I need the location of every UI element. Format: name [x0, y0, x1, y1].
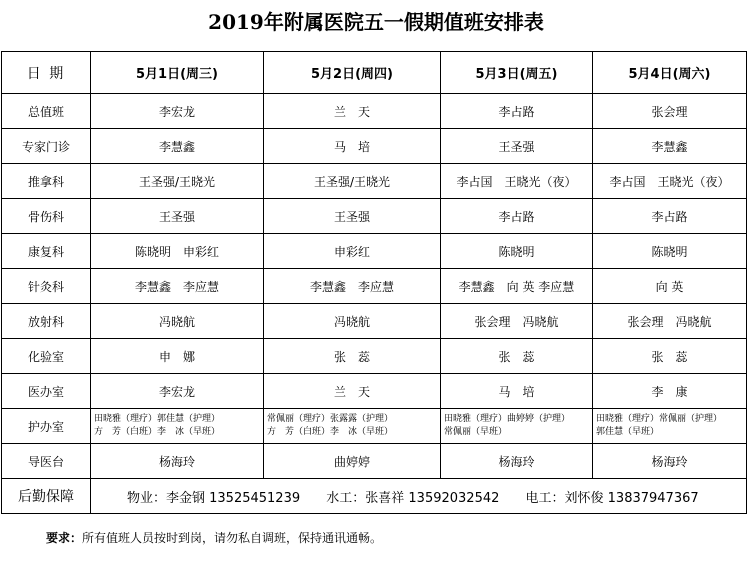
duty-cell: 李 康: [593, 374, 747, 409]
duty-cell: 李慧鑫: [593, 129, 747, 164]
duty-cell: 李慧鑫 李应慧: [91, 269, 264, 304]
day-header: 5月2日(周四): [264, 52, 441, 94]
duty-line: 方 芳（白班）李 冰（早班）: [267, 427, 394, 437]
duty-line: 郭佳慧（早班）: [596, 427, 660, 437]
duty-cell: 王圣强: [91, 199, 264, 234]
duty-cell: 兰 天: [264, 94, 441, 129]
duty-cell: 李慧鑫: [91, 129, 264, 164]
duty-line: 田晓雅（理疗）常佩丽（护理）: [596, 414, 723, 424]
header-row: [2, 52, 747, 94]
duty-cell: 马 培: [264, 129, 441, 164]
table-row: [2, 444, 747, 479]
table-row: [2, 234, 747, 269]
duty-cell: 李占路: [593, 199, 747, 234]
dept-cell: 医办室: [2, 374, 91, 409]
duty-cell: [264, 409, 441, 444]
duty-line: 田晓雅（理疗）郭佳慧（护理）: [94, 414, 221, 424]
duty-cell: 李慧鑫 向 英 李应慧: [441, 269, 593, 304]
duty-cell: 陈晓明: [593, 234, 747, 269]
table-row: [2, 199, 747, 234]
dept-cell: 针灸科: [2, 269, 91, 304]
contact-electric: 电工：刘怀俊 13837947367: [525, 490, 699, 506]
day-header: 5月3日(周五): [441, 52, 593, 94]
duty-cell: 王圣强: [441, 129, 593, 164]
duty-cell: 马 培: [441, 374, 593, 409]
duty-cell: 李占路: [441, 94, 593, 129]
duty-cell: 申 娜: [91, 339, 264, 374]
date-header: 日 期: [2, 52, 91, 94]
duty-cell: 王圣强/王晓光: [91, 164, 264, 199]
requirement-note: [46, 529, 382, 546]
duty-cell: 王圣强/王晓光: [264, 164, 441, 199]
duty-cell: 王圣强: [264, 199, 441, 234]
logistics-row: [2, 479, 747, 514]
dept-cell: 化验室: [2, 339, 91, 374]
duty-cell: 曲婷婷: [264, 444, 441, 479]
dept-cell: 骨伤科: [2, 199, 91, 234]
duty-cell: [593, 409, 747, 444]
table-row: [2, 374, 747, 409]
note-text: 所有值班人员按时到岗，请勿私自调班，保持通讯通畅。: [82, 531, 383, 545]
dept-cell: 放射科: [2, 304, 91, 339]
dept-cell: 导医台: [2, 444, 91, 479]
duty-cell: 向 英: [593, 269, 747, 304]
table-row: [2, 269, 747, 304]
duty-cell: 张 蕊: [264, 339, 441, 374]
day-header: 5月4日(周六): [593, 52, 747, 94]
dept-cell: 护办室: [2, 409, 91, 444]
table-row: [2, 409, 747, 444]
duty-cell: 李占国 王晓光（夜）: [593, 164, 747, 199]
dept-cell: 康复科: [2, 234, 91, 269]
dept-cell: 总值班: [2, 94, 91, 129]
duty-cell: 杨海玲: [593, 444, 747, 479]
duty-cell: 张会理 冯晓航: [593, 304, 747, 339]
duty-cell: 张 蕊: [441, 339, 593, 374]
duty-cell: [441, 409, 593, 444]
duty-cell: [91, 409, 264, 444]
duty-cell: 兰 天: [264, 374, 441, 409]
duty-cell: 李占国 王晓光（夜）: [441, 164, 593, 199]
day-header: 5月1日(周三): [91, 52, 264, 94]
duty-line: 常佩丽（理疗）张露露（护理）: [267, 414, 394, 424]
duty-cell: 李宏龙: [91, 374, 264, 409]
table-row: [2, 339, 747, 374]
logistics-label: 后勤保障: [2, 479, 91, 514]
duty-line: 田晓雅（理疗）曲婷婷（护理）: [444, 414, 571, 424]
duty-cell: 陈晓明: [441, 234, 593, 269]
duty-cell: 张 蕊: [593, 339, 747, 374]
duty-cell: 李宏龙: [91, 94, 264, 129]
logistics-contacts: [91, 479, 747, 514]
schedule-table: [1, 51, 747, 514]
note-label: 要求：: [46, 531, 83, 545]
contact-water: 水工：张喜祥 13592032542: [326, 490, 500, 506]
contact-property: 物业：李金钢 13525451239: [127, 490, 301, 506]
table-row: [2, 304, 747, 339]
duty-line: 常佩丽（早班）: [444, 427, 508, 437]
duty-cell: 杨海玲: [91, 444, 264, 479]
duty-cell: 李占路: [441, 199, 593, 234]
dept-cell: 专家门诊: [2, 129, 91, 164]
duty-cell: 冯晓航: [264, 304, 441, 339]
duty-line: 方 芳（白班）李 冰（早班）: [94, 427, 221, 437]
duty-cell: 张会理: [593, 94, 747, 129]
page-title: 2019年附属医院五一假期值班安排表: [208, 10, 544, 34]
duty-cell: 李慧鑫 李应慧: [264, 269, 441, 304]
duty-cell: 陈晓明 申彩红: [91, 234, 264, 269]
duty-cell: 冯晓航: [91, 304, 264, 339]
duty-cell: 杨海玲: [441, 444, 593, 479]
dept-cell: 推拿科: [2, 164, 91, 199]
table-row: [2, 164, 747, 199]
duty-cell: 申彩红: [264, 234, 441, 269]
table-row: [2, 129, 747, 164]
table-row: [2, 94, 747, 129]
duty-cell: 张会理 冯晓航: [441, 304, 593, 339]
